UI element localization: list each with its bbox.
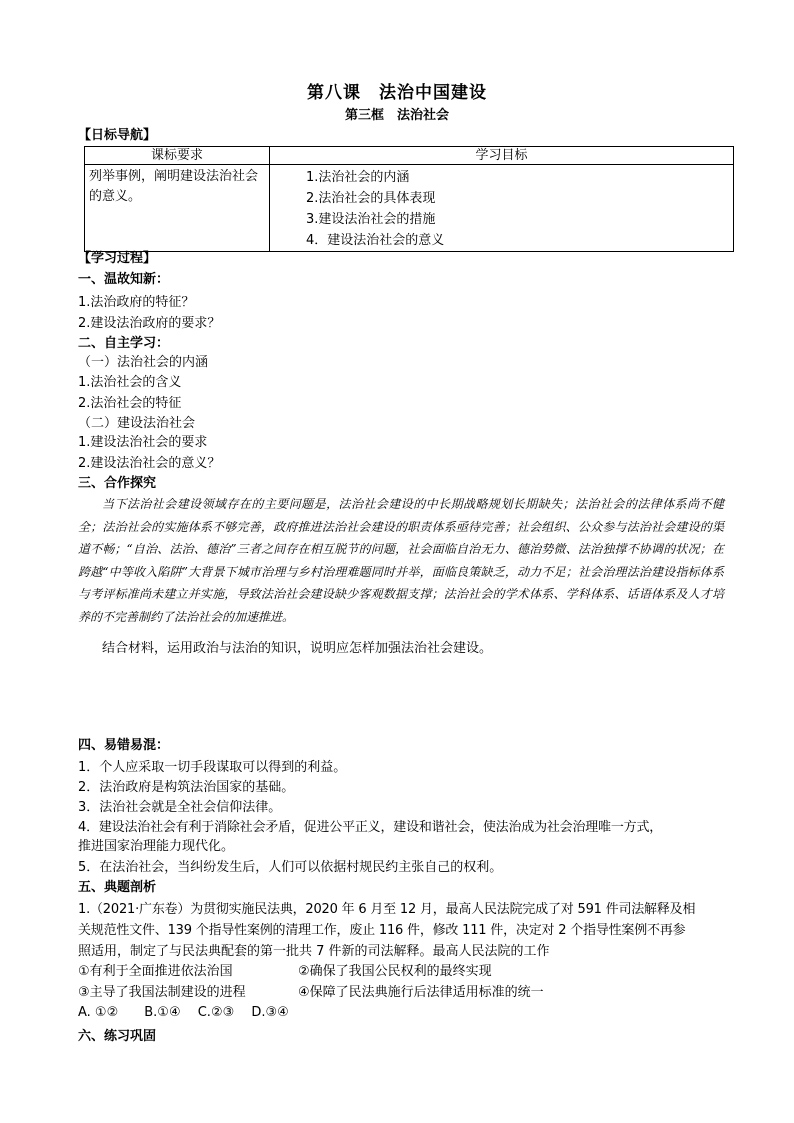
- cooperation-heading: 三、合作探究: [78, 476, 157, 491]
- objective-item: 4．建设法治社会的意义: [306, 233, 445, 248]
- page-title: 第八课 法治中国建设: [307, 83, 487, 103]
- confusion-item: 推进国家治理能力现代化。: [78, 839, 235, 854]
- option-item: ④保障了民法典施行后法律适用标准的统一: [298, 985, 544, 1000]
- self-study-item: 2.法治社会的特征: [78, 396, 182, 411]
- objective-item: 1.法治社会的内涵: [306, 170, 410, 185]
- confusion-item: 1．个人应采取一切手段谋取可以得到的利益。: [78, 760, 347, 775]
- option-item: ③主导了我国法制建设的进程: [78, 985, 246, 1000]
- answer-choices: A. ①② B.①④ C.②③ D.③④: [78, 1005, 289, 1020]
- question-line: 关规范性文件、139 个指导性案例的清理工作，废止 116 件，修改 111 件，决定对 2 个指导性案例不再参: [78, 923, 686, 938]
- option-item: ①有利于全面推进依法治国: [78, 964, 233, 979]
- goal-table-cell: [85, 165, 270, 252]
- cooperation-material: 当下法治社会建设领域存在的主要问题是，法治社会建设的中长期战略规划长期缺失；法治社会的法律体系尚不健全；法治社会的实施体系不够完善，政府推进法治社会建设的职责体系亟待完善；社会组织、公众参与法治社会建设的渠道不畅；“自治、法治、德治”三者之间存在相互脱节的问题，社会面临自治无力、德治势微、法治独撑不协调的状况；在跨越“中等收入陷阱”大背景下城市治理与乡村治理难题同时并举，面临良策缺乏，动力不足；社会治理法治建设指标体系与考评标准尚未建立并实施，导致法治社会建设缺少客观数据支撑；法治社会的学术体系、学科体系、话语体系及人才培养的不完善制约了法治社会的加速推进。: [78, 497, 724, 624]
- requirement-text: 列举事例，阐明建设法治社会的意义。: [89, 169, 259, 204]
- self-study-item: 2.建设法治社会的意义？: [78, 456, 221, 471]
- question-line: 照适用，制定了与民法典配套的第一批共 7 件新的司法解释。最高人民法院的工作: [78, 944, 550, 959]
- goal-nav-heading: 【日标导航】: [78, 128, 157, 143]
- cooperation-task: 结合材料，运用政治与法治的知识，说明应怎样加强法治社会建设。: [102, 641, 493, 656]
- practice-heading: 六、练习巩固: [78, 1029, 157, 1044]
- objective-item: 2.法治社会的具体表现: [306, 191, 436, 206]
- review-item: 1.法治政府的特征？: [78, 295, 195, 310]
- goal-table-header: 课标要求: [85, 147, 270, 165]
- objective-item: 3.建设法治社会的措施: [306, 212, 436, 227]
- goal-table-cell: [270, 165, 734, 252]
- self-study-item: 1.建设法治社会的要求: [78, 435, 208, 450]
- review-heading: 一、温故知新：: [78, 272, 170, 287]
- option-item: ②确保了我国公民权利的最终实现: [298, 964, 492, 979]
- self-study-part: （一）法治社会的内涵: [78, 355, 209, 370]
- page-subtitle: 第三框 法治社会: [344, 108, 449, 123]
- self-study-part: （二）建设法治社会: [78, 416, 196, 431]
- objective-list: [270, 165, 733, 251]
- review-item: 2.建设法治政府的要求？: [78, 316, 221, 331]
- goal-table-row: [85, 165, 734, 252]
- process-heading: 【学习过程】: [78, 251, 157, 266]
- confusion-item: 4．建设法治社会有利于消除社会矛盾，促进公平正义，建设和谐社会，使法治成为社会治理唯一方式，: [78, 820, 663, 835]
- goal-table: [84, 146, 734, 252]
- self-study-item: 1.法治社会的含义: [78, 375, 182, 390]
- confusion-item: 3．法治社会就是全社会信仰法律。: [78, 800, 282, 815]
- examples-heading: 五、典题剖析: [78, 880, 157, 895]
- question-line: 1.（2021·广东卷）为贯彻实施民法典，2020 年 6 月至 12 月，最高人民法院完成了对 591 件司法解释及相: [78, 902, 696, 917]
- confusion-heading: 四、易错易混：: [78, 738, 170, 753]
- confusion-item: 2．法治政府是构筑法治国家的基础。: [78, 780, 295, 795]
- goal-table-header-row: [85, 147, 734, 165]
- confusion-item: 5．在法治社会，当纠纷发生后，人们可以依据村规民约主张自己的权利。: [78, 860, 503, 875]
- goal-table-header: 学习目标: [270, 147, 734, 165]
- self-study-heading: 二、自主学习：: [78, 336, 170, 351]
